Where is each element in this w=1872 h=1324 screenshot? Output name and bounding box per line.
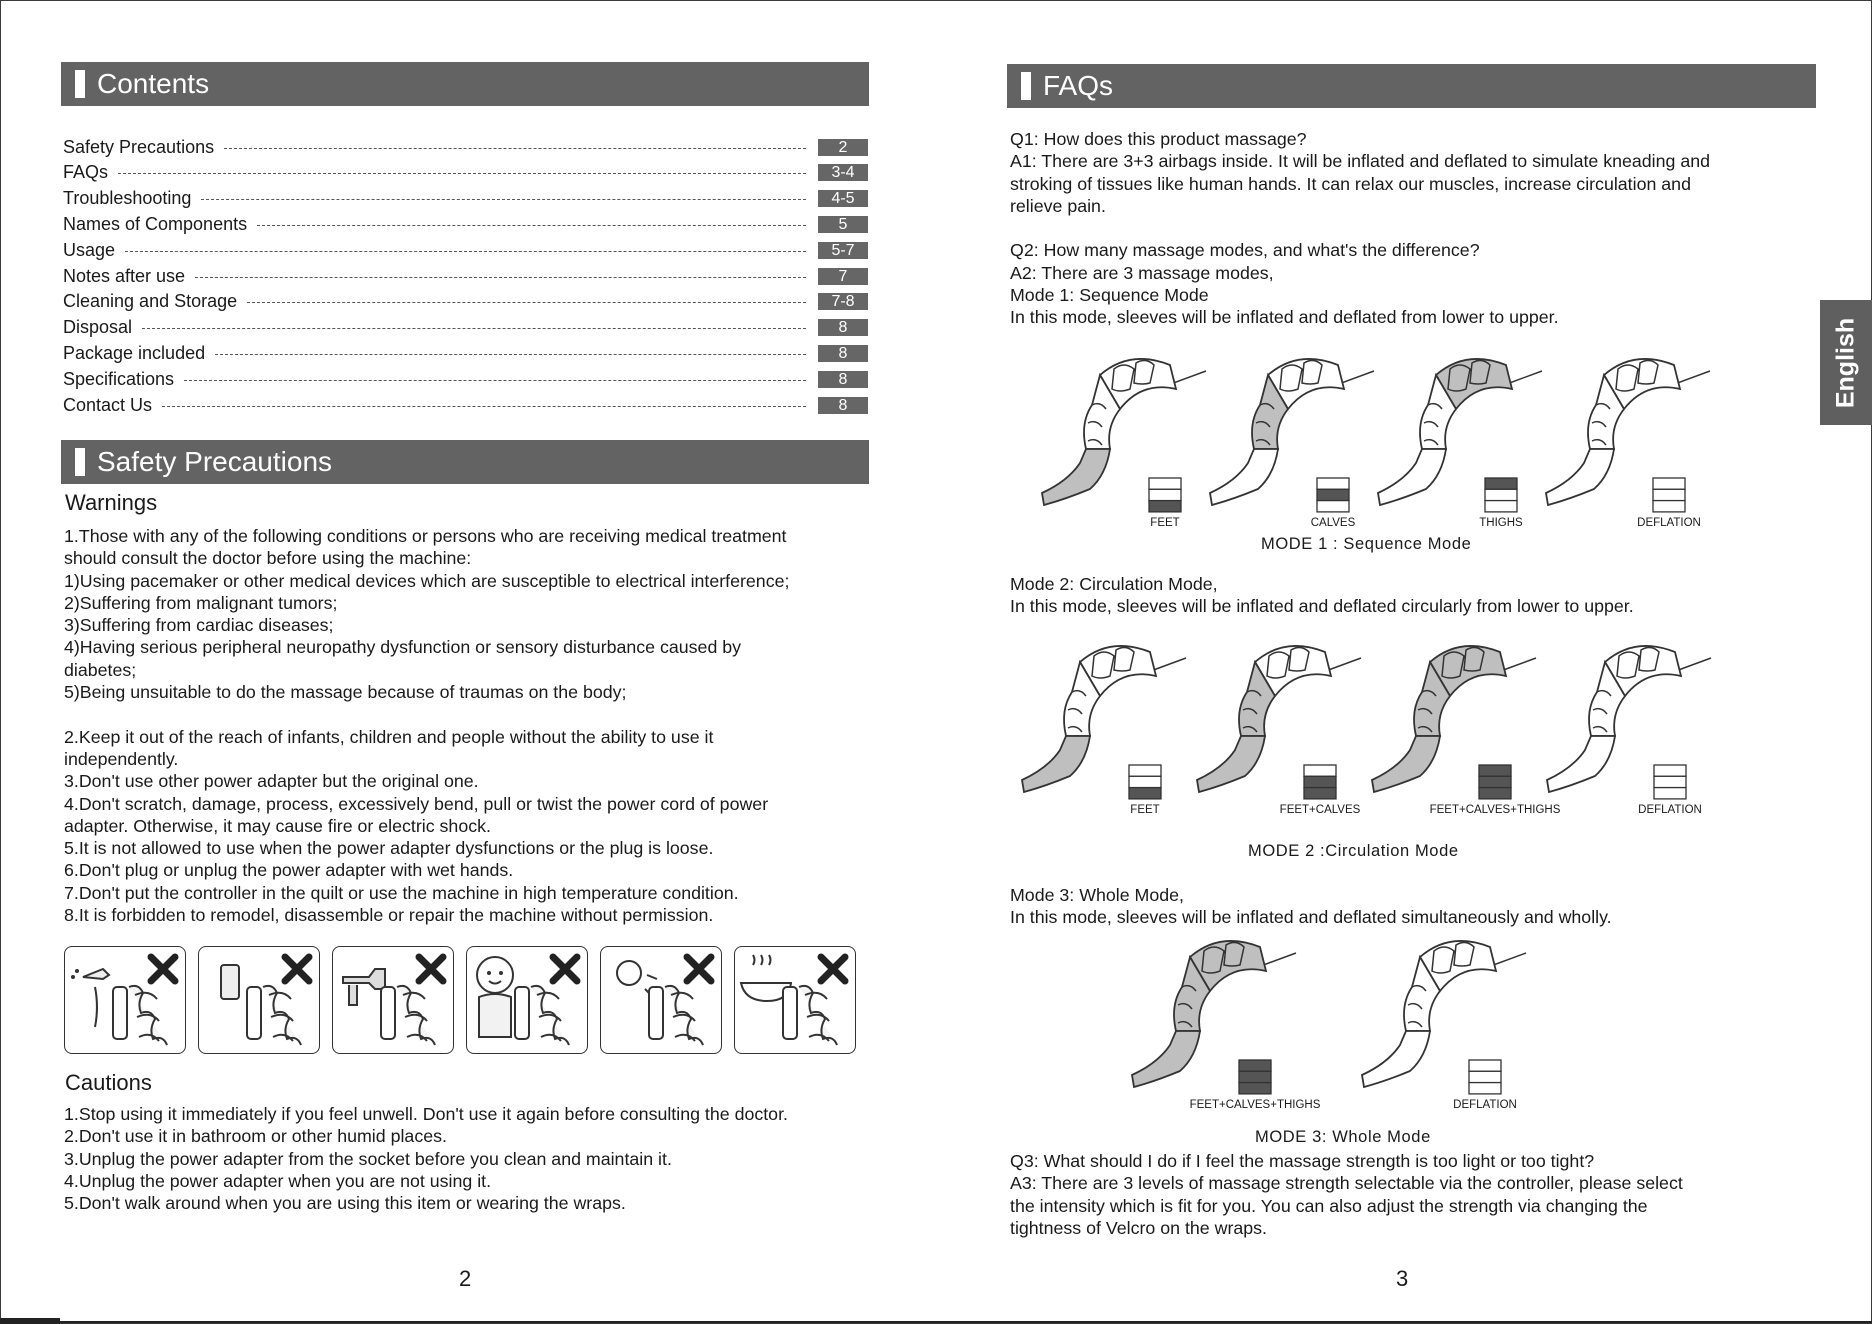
airbag-indicator xyxy=(1484,477,1518,518)
leg-sleeve-illustration xyxy=(1545,632,1715,807)
airbag-indicator xyxy=(1478,764,1512,805)
text-line: Mode 2: Circulation Mode, xyxy=(1010,574,1218,594)
safety-heading: Safety Precautions xyxy=(97,446,333,477)
language-tab xyxy=(1820,300,1872,425)
toc-page-badge: 3-4 xyxy=(818,164,868,181)
toc-leader xyxy=(257,225,806,226)
text-line: 5.Don't walk around when you are using this item or wearing the wraps. xyxy=(64,1193,626,1214)
toc-row[interactable] xyxy=(63,186,868,212)
airbag-indicator xyxy=(1468,1059,1502,1100)
text-line: 2.Don't use it in bathroom or other humid places. xyxy=(64,1126,447,1147)
text-line: 3)Suffering from cardiac diseases; xyxy=(64,615,334,636)
text-line: In this mode, sleeves will be inflated and deflated circularly from lower to upper. xyxy=(1010,596,1634,617)
mode1-caption: MODE 1 : Sequence Mode xyxy=(1261,535,1472,553)
toc-label: Troubleshooting xyxy=(63,188,192,209)
text-line: relieve pain. xyxy=(1010,195,1106,216)
safety-header xyxy=(61,440,869,484)
phone-icon xyxy=(198,946,320,1054)
hairdryer-icon xyxy=(332,946,454,1054)
text-line: should consult the doctor before using the machine: xyxy=(64,548,472,569)
toc-leader xyxy=(162,406,806,407)
text-line: diabetes; xyxy=(64,659,137,680)
text-line: Mode 3: Whole Mode, xyxy=(1010,885,1184,905)
faqs-header xyxy=(1007,64,1816,108)
mode-state-label: FEET+CALVES+THIGHS xyxy=(1189,1099,1321,1111)
child-icon xyxy=(466,946,588,1054)
leg-sleeve-illustration xyxy=(1040,345,1210,520)
leg-sleeve-illustration xyxy=(1370,632,1540,807)
toc-page-badge: 7 xyxy=(818,268,868,285)
text-line: 4)Having serious peripheral neuropathy dysfunction or sensory disturbance caused by xyxy=(64,637,742,658)
toc-row[interactable] xyxy=(63,289,868,315)
toc-leader xyxy=(142,328,806,329)
text-line: 8.It is forbidden to remodel, disassemble or repair the machine without permission. xyxy=(64,905,714,926)
toc-page-badge: 7-8 xyxy=(818,293,868,310)
text-line xyxy=(64,703,789,725)
toc-page-badge: 2 xyxy=(818,139,868,156)
toc-page-badge: 5-7 xyxy=(818,242,868,259)
mode3-figure xyxy=(1130,935,1590,1125)
text-line: 1.Stop using it immediately if you feel unwell. Don't use it again before consulting the doctor. xyxy=(64,1104,788,1124)
page-number-left: 2 xyxy=(459,1266,472,1291)
text-line: 1)Using pacemaker or other medical devices which are susceptible to electrical interference; xyxy=(64,570,790,591)
text-line: independently. xyxy=(64,748,179,769)
leg-sleeve-illustration xyxy=(1130,927,1300,1102)
mode-state-label: THIGHS xyxy=(1479,517,1523,529)
mode3-text xyxy=(1010,884,1612,929)
text-line: stroking of tissues like human hands. It can relax our muscles, increase circulation and xyxy=(1010,173,1691,194)
toc-leader xyxy=(224,148,806,149)
text-line: 6.Don't plug or unplug the power adapter with wet hands. xyxy=(64,860,514,881)
mode3-caption: MODE 3: Whole Mode xyxy=(1255,1128,1431,1146)
mode-state-label: FEET+CALVES+THIGHS xyxy=(1429,804,1561,816)
airbag-indicator xyxy=(1652,477,1686,518)
text-line: 5.It is not allowed to use when the power adapter dysfunctions or the plug is loose. xyxy=(64,838,714,859)
faq-q3-text xyxy=(1010,1150,1683,1239)
text-line: 2)Suffering from malignant tumors; xyxy=(64,592,338,613)
cautions-title: Cautions xyxy=(65,1070,152,1095)
text-line: 5)Being unsuitable to do the massage because of traumas on the body; xyxy=(64,682,627,703)
text-line: A2: There are 3 massage modes, xyxy=(1010,262,1274,283)
toc-label: Specifications xyxy=(63,368,175,389)
page-number-right: 3 xyxy=(1396,1266,1409,1291)
contents-header xyxy=(61,62,869,106)
toc-label: Disposal xyxy=(63,317,133,338)
bathtub-icon xyxy=(734,946,856,1054)
toc-label: Usage xyxy=(63,239,116,260)
toc-label: Contact Us xyxy=(63,394,153,415)
toc-leader xyxy=(201,199,806,200)
language-tab-label: English xyxy=(1831,317,1860,408)
text-line: Q1: How does this product massage? xyxy=(1010,129,1307,149)
spray-icon xyxy=(64,946,186,1054)
toc-page-badge: 8 xyxy=(818,397,868,414)
text-line: A1: There are 3+3 airbags inside. It will be inflated and deflated to simulate kneading and xyxy=(1010,151,1711,172)
toc-leader xyxy=(125,251,806,252)
mode-state-label: FEET+CALVES xyxy=(1279,804,1361,816)
toc-row[interactable] xyxy=(63,340,868,366)
text-line: adapter. Otherwise, it may cause fire or electric shock. xyxy=(64,815,491,836)
toc-label: Names of Components xyxy=(63,213,248,234)
text-line: Q2: How many massage modes, and what's the difference? xyxy=(1010,240,1480,261)
airbag-indicator xyxy=(1128,764,1162,805)
text-line: 7.Don't put the controller in the quilt or use the machine in high temperature condition. xyxy=(64,882,739,903)
mode-state-label: DEFLATION xyxy=(1638,804,1702,816)
airbag-indicator xyxy=(1653,764,1687,805)
contents-heading: Contents xyxy=(97,68,210,99)
bottom-rule-tick xyxy=(0,1318,60,1324)
cautions-list xyxy=(64,1103,788,1214)
text-line: Mode 1: Sequence Mode xyxy=(1010,285,1209,306)
toc-leader xyxy=(118,173,806,174)
toc-page-badge: 8 xyxy=(818,371,868,388)
text-line: 4.Unplug the power adapter when you are not using it. xyxy=(64,1170,492,1191)
sun-icon xyxy=(600,946,722,1054)
toc-row[interactable] xyxy=(63,315,868,341)
text-line: A3: There are 3 levels of massage strength selectable via the controller, please select xyxy=(1010,1173,1683,1194)
faqs-heading: FAQs xyxy=(1043,70,1114,101)
leg-sleeve-illustration xyxy=(1208,345,1378,520)
leg-sleeve-illustration xyxy=(1020,632,1190,807)
faq-q1-q2-text xyxy=(1010,128,1710,329)
toc-label: Notes after use xyxy=(63,265,186,286)
warnings-list xyxy=(64,525,789,926)
airbag-indicator xyxy=(1148,477,1182,518)
header-marker xyxy=(75,70,85,98)
leg-sleeve-illustration xyxy=(1195,632,1365,807)
header-marker xyxy=(75,448,85,476)
warnings-title: Warnings xyxy=(65,490,158,515)
text-line: 2.Keep it out of the reach of infants, children and people without the ability to use it xyxy=(64,726,714,747)
mode-state-label: DEFLATION xyxy=(1637,517,1701,529)
leg-sleeve-illustration xyxy=(1360,927,1530,1102)
text-line: Q3: What should I do if I feel the massage strength is too light or too tight? xyxy=(1010,1151,1595,1171)
leg-sleeve-illustration xyxy=(1544,345,1714,520)
toc-page-badge: 5 xyxy=(818,216,868,233)
mode-state-label: FEET xyxy=(1130,804,1160,816)
mode1-figure xyxy=(1040,345,1760,535)
toc-label: Cleaning and Storage xyxy=(63,291,238,312)
mode2-caption: MODE 2 :Circulation Mode xyxy=(1248,842,1459,860)
toc-row[interactable] xyxy=(63,237,868,263)
toc-row[interactable] xyxy=(63,366,868,392)
text-line: tightness of Velcro on the wraps. xyxy=(1010,1217,1267,1238)
airbag-indicator xyxy=(1316,477,1350,518)
text-line xyxy=(1010,217,1710,239)
mode-state-label: FEET xyxy=(1150,517,1180,529)
text-line: 1.Those with any of the following conditions or persons who are receiving medical treatment xyxy=(64,526,787,546)
toc-row[interactable] xyxy=(63,160,868,186)
toc-row[interactable] xyxy=(63,134,868,160)
text-line: 4.Don't scratch, damage, process, excessively bend, pull or twist the power cord of power xyxy=(64,793,769,814)
mode2-figure xyxy=(1020,640,1760,830)
toc-page-badge: 8 xyxy=(818,319,868,336)
bottom-rule xyxy=(60,1321,1872,1323)
toc-leader xyxy=(215,354,806,355)
mode2-text xyxy=(1010,573,1634,618)
toc-leader xyxy=(195,277,806,278)
toc-label: FAQs xyxy=(63,162,109,183)
mode-state-label: DEFLATION xyxy=(1453,1099,1517,1111)
toc-label: Package included xyxy=(63,342,206,363)
text-line: 3.Unplug the power adapter from the socket before you clean and maintain it. xyxy=(64,1148,672,1169)
airbag-indicator xyxy=(1303,764,1337,805)
warning-icons-row xyxy=(64,946,864,1054)
toc-page-badge: 4-5 xyxy=(818,190,868,207)
text-line: the intensity which is fit for you. You can also adjust the strength via changing the xyxy=(1010,1195,1648,1216)
toc-row[interactable] xyxy=(63,392,868,418)
text-line: In this mode, sleeves will be inflated and deflated from lower to upper. xyxy=(1010,307,1559,328)
toc-row[interactable] xyxy=(63,263,868,289)
mode-state-label: CALVES xyxy=(1310,517,1356,529)
text-line: In this mode, sleeves will be inflated and deflated simultaneously and wholly. xyxy=(1010,907,1612,928)
toc-label: Safety Precautions xyxy=(63,136,215,157)
toc-leader xyxy=(247,302,806,303)
toc-leader xyxy=(184,380,806,381)
airbag-indicator xyxy=(1238,1059,1272,1100)
text-line: 3.Don't use other power adapter but the original one. xyxy=(64,771,479,792)
header-marker xyxy=(1021,72,1031,100)
leg-sleeve-illustration xyxy=(1376,345,1546,520)
toc-page-badge: 8 xyxy=(818,345,868,362)
toc-row[interactable] xyxy=(63,211,868,237)
